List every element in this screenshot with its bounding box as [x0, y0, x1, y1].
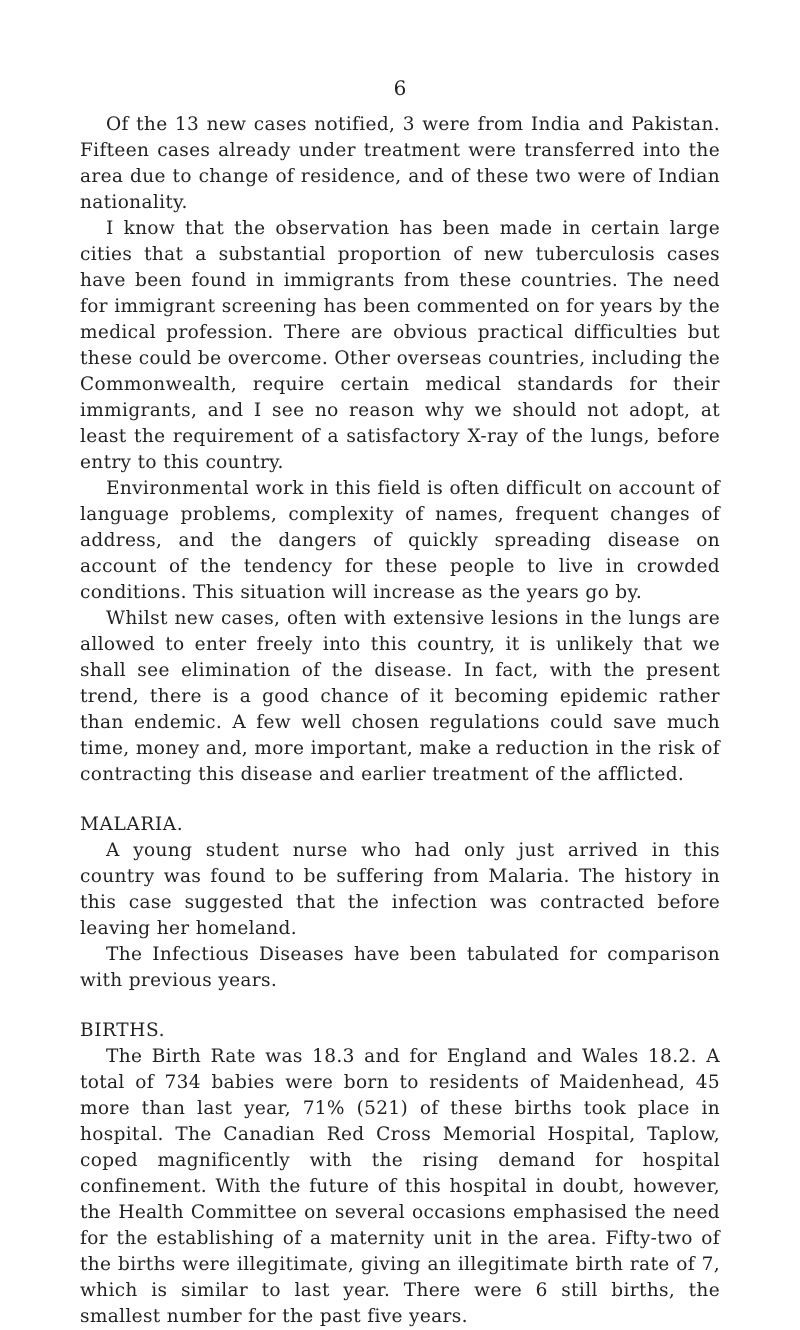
paragraph: I know that the observation has been made in certain large cities that a substantial proportion of new tuberculosis cases have been found in immigrants from these countries. The need for immigrant screening has been commented on for years by the medical profession. There are obvious practical difficulties but these could be overcome. Other overseas countries, including the Commonwealth, require certain medical standards for their immigrants, and I see no reason why we should not adopt, at least the requirement of a satisfactory X-ray of the lungs, before entry to this country. — [80, 218, 720, 473]
paragraph: Whilst new cases, often with extensive lesions in the lungs are allowed to enter freely into this country, it is unlikely that we shall see elimination of the disease. In fact, with the present trend, there is a good chance of it becoming epidemic rather than endemic. A few well chosen regulations could save much time, money and, more important, make a reduction in the risk of contracting this disease and earlier treatment of the afflicted. — [80, 608, 720, 785]
paragraph: Of the 13 new cases notified, 3 were from India and Pakistan. Fifteen cases already under treatment were transferred into the area due to change of residence, and of these two were of Indian nationality. — [80, 114, 720, 213]
document-body — [80, 112, 720, 1330]
section-heading-births: BIRTHS. — [80, 1020, 166, 1041]
paragraph: The Birth Rate was 18.3 and for England and Wales 18.2. A total of 734 babies were born to residents of Maidenhead, 45 more than last year, 71% (521) of these births took place in hospital. The Canadian Red Cross Memorial Hospital, Taplow, coped magnificently with the rising demand for hospital confinement. With the future of this hospital in doubt, however, the Health Committee on several occasions emphasised the need for the establishing of a maternity unit in the area. Fifty-two of the births were illegitimate, giving an illegitimate birth rate of 7, which is similar to last year. There were 6 still births, the smallest number for the past five years. — [80, 1046, 720, 1327]
paragraph: A young student nurse who had only just arrived in this country was found to be suffering from Malaria. The history in this case suggested that the infection was contracted before leaving her homeland. — [80, 840, 720, 939]
paragraph: The Infectious Diseases have been tabulated for comparison with previous years. — [80, 944, 720, 991]
tuberculosis-section — [80, 112, 720, 788]
births-section — [80, 1018, 720, 1330]
malaria-section — [80, 812, 720, 994]
page-number: 6 — [393, 76, 407, 100]
paragraph: Environmental work in this field is often difficult on account of language problems, complexity of names, frequent changes of address, and the dangers of quickly spreading disease on account of the tendency for these people to live in crowded conditions. This situation will increase as the years go by. — [80, 478, 720, 603]
section-heading-malaria: MALARIA. — [80, 814, 184, 835]
